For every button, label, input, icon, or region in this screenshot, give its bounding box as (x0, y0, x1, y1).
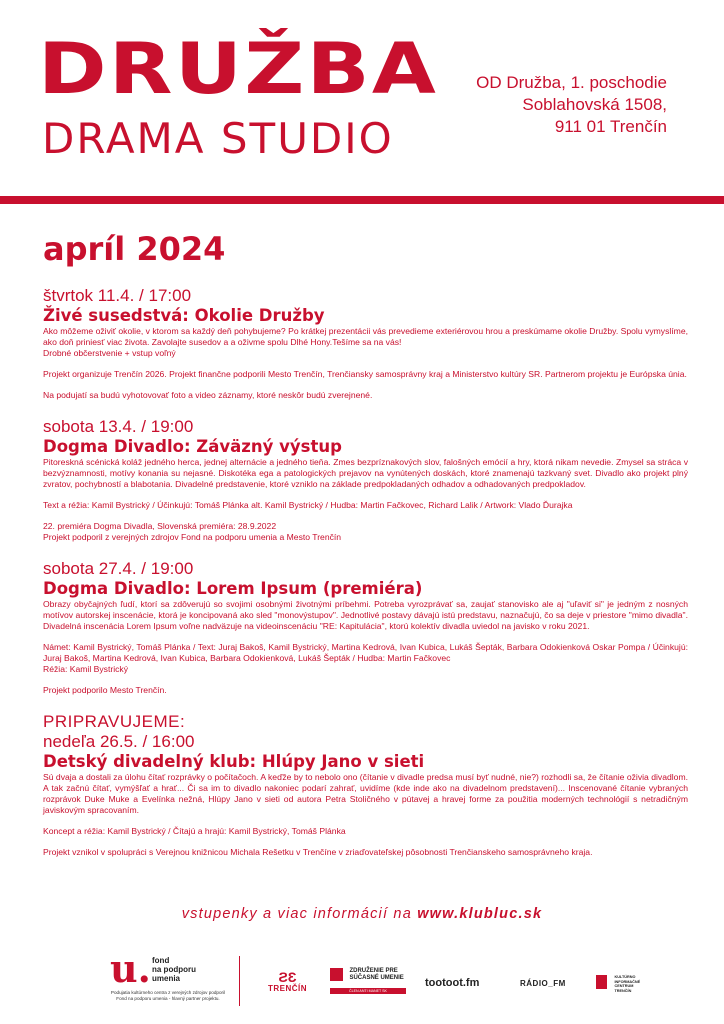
upcoming-event (43, 712, 688, 858)
fpu-support-note (88, 990, 248, 1002)
red-divider-band (0, 196, 724, 204)
zpsu-line: ZDRUŽENIE PRE (349, 968, 398, 974)
kic-line: TRENČÍN (614, 988, 632, 993)
fpu-note-line: Podujatia kultúrneho centra z verejných zdrojov podporil (110, 990, 226, 995)
fpu-note-line: Fond na podporu umenia - hlavný partner projektu. (116, 996, 220, 1001)
event-credits: Réžia: Kamil Bystrický (43, 664, 128, 674)
event-description: Pitoreskná scénická koláž jedného herca, jednej alternácie a jedného tieňa. Zmes bezpríznakových slov, falošných emócií a hry, ktorá nikam nevedie. Zmysel sa stráca v bezvýznamnosti, motívy konania su nejasné. Diskotéka ega a patologických prejavov na vynútených doskách, ktoré znamenajú tazkvaný svet. Divadlo ako projekt plný zvratov, pochybností a blabotania. Divadelné predstavenie, ktoré vzniklo na základe predpokladaných odhadov a odhadovaných predpokladov. (43, 457, 688, 489)
drama-studio-subtitle: DRAMA STUDIO (42, 114, 394, 163)
event (43, 559, 688, 696)
event-note: 22. premiéra Dogma Divadla, Slovenská premiéra: 28.9.2022 (43, 521, 277, 531)
zpsu-logo (330, 968, 406, 994)
zpsu-bar: ČLEN ANTI MANET SK (330, 988, 406, 994)
event-title: Detský divadelný klub: Hlúpy Jano v sieti (43, 752, 425, 771)
event-date: sobota 27.4. / 19:00 (43, 559, 194, 578)
fpu-logo-mark: u. (110, 946, 151, 991)
event-description: Ako môžeme oživiť okolie, v ktorom sa každý deň pohybujeme? Po krátkej prezentácii vás prevedieme exteriérovou hrou a preskúmame okolie Družby. Spolu vymyslíme, ako doň priniesť viac života. Zavolajte susedov a a oživme spolu Dlhé Hony.Tešíme sa na vás! (43, 326, 688, 347)
event-date: sobota 13.4. / 19:00 (43, 417, 194, 436)
program-list (43, 286, 688, 858)
zpsu-text (349, 968, 403, 982)
fpu-logo-name (152, 956, 196, 983)
event (43, 417, 688, 543)
zpsu-square-icon (330, 968, 343, 981)
event-credits: Text a réžia: Kamil Bystrický / Účinkujú: Tomáš Plánka alt. Kamil Bystrický / Hudba: Martin Fačkovec, Richard Lalik / Artwork: Vlado Ďurajka (43, 500, 573, 510)
event-title: Dogma Divadlo: Lorem Ipsum (premiéra) (43, 579, 423, 598)
fpu-name-line: umenia (152, 974, 181, 983)
page-header (0, 0, 724, 196)
tickets-info (0, 906, 724, 922)
trencin-logo (268, 970, 307, 993)
zpsu-line: SÚČASNÉ UMENIE (349, 975, 404, 981)
event-title: Živé susedstvá: Okolie Družby (43, 306, 325, 325)
kic-line: KULTÚRNO (614, 975, 636, 979)
upcoming-label: PRIPRAVUJEME: (43, 712, 186, 731)
address-line: OD Družba, 1. poschodie (476, 73, 667, 92)
event-description: Obrazy obyčajných ľudí, ktorí sa zdôverujú so svojimi osobnými životnými príbehmi. Potreba vyrozprávať sa, zaujať stanovisko ale aj "uľaviť si" je jedným z nosných motívov autorskej inscenácie, ktorá je koncipovaná ako sled "monovýstupov". Jednotlivé postavy dávajú istú predstavu, naznačujú, čo sa deje v priestore "mimo divadla". Divadelná inscenácia Lorem Ipsum voľne nadväzuje na videoinscenáciu "RE: Kapitulácia", ktorú kolektív divadla uviedol na javisko v roku 2021. (43, 599, 688, 631)
event-note: Projekt vznikol v spolupráci s Verejnou knižnicou Michala Rešetku v Trenčíne v zriaďovateľskej pôsobnosti Trenčianskeho samosprávneho kraja. (43, 847, 593, 857)
event-credits: Projekt organizuje Trenčín 2026. Projekt finančne podporili Mesto Trenčín, Trenčiansky samosprávny kraj a Ministerstvo kultúry SR. Partnerom projektu je Európska únia. (43, 369, 687, 379)
kic-line: CENTRUM (614, 984, 634, 988)
event-note: Projekt podporil z verejných zdrojov Fond na podporu umenia a Mesto Trenčín (43, 532, 342, 542)
event-credits: Koncept a réžia: Kamil Bystrický / Čítajú a hrajú: Kamil Bystrický, Tomáš Plánka (43, 826, 346, 836)
trencin-label: TRENČÍN (268, 984, 308, 993)
event-note: Na podujatí sa budú vyhotovovať foto a video záznamy, ktoré neskôr budú zverejnené. (43, 390, 373, 400)
kic-line: INFORMAČNÉ (614, 979, 641, 984)
footer-divider (239, 956, 240, 1006)
trencin-mark-icon: ƧƐ (278, 969, 297, 985)
fpu-name-line: na podporu (152, 965, 196, 974)
kic-text (614, 975, 640, 993)
address-line: 911 01 Trenčín (554, 117, 667, 136)
fpu-name-line: fond (152, 956, 170, 965)
month-heading: apríl 2024 (43, 230, 226, 268)
event (43, 286, 688, 401)
event-description: Sú dvaja a dostali za úlohu čítať rozprávky o počítačoch. A keďže by to nebolo ono (čítanie v divadle predsa musí byť nudné, nie?) rozhodli sa, že čítanie oživia divadlom. A tak začnú čítať, vymýšľať a hrať... Či sa im to divadlo nakoniec podarí zahrať, uvidíme (kde inde ako na divadelnom predstavení)... Inscenované čítanie vybraných rozprávok Duke Muke a Evelínka nežná, Hlúpy Jano v sieti od autora Petra Stoličného v pútavej a hravej forme za použitia moderných technológií s netradičným javiskovým spracovaním. (43, 772, 688, 815)
tickets-text: vstupenky a viac informácií na (181, 906, 412, 922)
radio-fm-logo: RÁDIO_FM (520, 979, 566, 988)
kic-trencin-logo (596, 975, 640, 993)
tootoot-logo: tootoot.fm (425, 977, 480, 989)
kic-square-icon (596, 975, 607, 989)
druzba-logo: DRUŽBA (38, 28, 439, 110)
event-note: Drobné občerstvenie + vstup voľný (43, 348, 176, 358)
event-date: štvrtok 11.4. / 17:00 (43, 286, 192, 305)
event-date: nedeľa 26.5. / 16:00 (43, 732, 195, 751)
tickets-link[interactable]: www.klubluc.sk (417, 906, 543, 922)
event-credits: Námet: Kamil Bystrický, Tomáš Plánka / Text: Juraj Bakoš, Kamil Bystrický, Martina Kedrová, Ivan Kubica, Lukáš Šepták, Barbara Odokienková Oskar Pompa / Účinkujú: Juraj Bakoš, Martina Kedrová, Ivan Kubica, Barbara Odokienková, Lukáš Šepták / Hudba: Martin Fačkovec (43, 642, 688, 663)
address-line: Soblahovská 1508, (522, 95, 667, 114)
event-note: Projekt podporilo Mesto Trenčín. (43, 685, 167, 695)
venue-address (476, 72, 667, 138)
event-title: Dogma Divadlo: Záväzný výstup (43, 437, 342, 456)
